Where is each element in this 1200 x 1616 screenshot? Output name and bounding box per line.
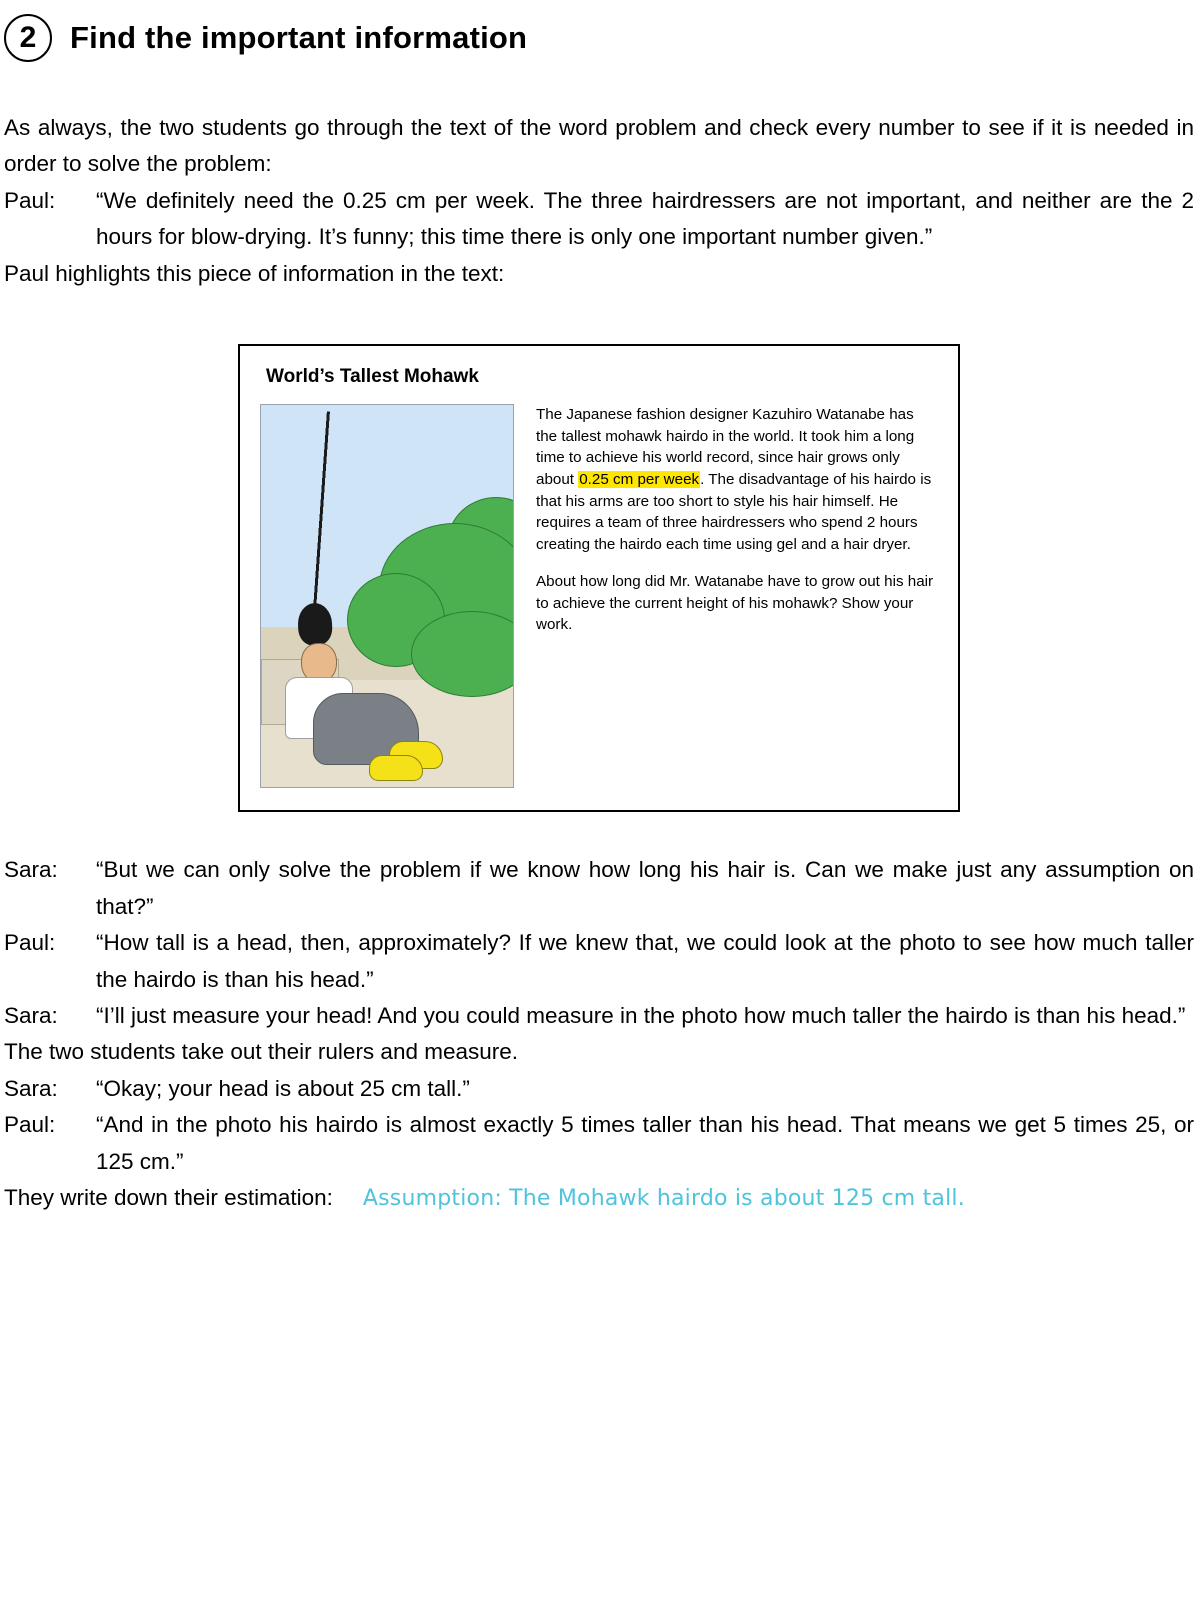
speaker-label: Paul: (4, 930, 56, 956)
speech-text: “Okay; your head is about 25 cm tall.” (96, 1075, 470, 1101)
intro-paragraph: As always, the two students go through the text of the word problem and check every number to see if it is needed in order to solve the problem: (4, 115, 1194, 177)
speaker-label: Paul: (4, 187, 56, 213)
dialog-line-paul-2 (4, 925, 1194, 998)
worksheet-p1-before: The Japanese fashion designer Kazuhiro Watanabe has the tallest mohawk hairdo in the world. It took him a long time to achieve his world record, since hair grows only about (536, 406, 915, 488)
page-title: Find the important information (70, 20, 528, 55)
worksheet-paragraph-2: About how long did Mr. Watanabe have to grow out his hair to achieve the current height of his mohawk? Show your work. (536, 573, 934, 634)
worksheet-title: World’s Tallest Mohawk (266, 366, 479, 388)
assumption-row (4, 1180, 1194, 1217)
highlighted-number: 0.25 cm per week (579, 470, 700, 488)
worksheet-figure (238, 344, 960, 812)
speaker-label: Sara: (4, 1075, 58, 1101)
worksheet-paragraph-1 (536, 404, 938, 555)
step-number-badge: 2 (4, 14, 52, 62)
assumption-handwritten-note: Assumption: The Mohawk hairdo is about 125 cm tall. (362, 1186, 965, 1212)
dialog-line-paul-1 (4, 183, 1194, 256)
speech-text: “And in the photo his hairdo is almost exactly 5 times taller than his head. That means we get 5 times 25, or 125 cm.” (96, 1112, 1194, 1174)
speech-text: “But we can only solve the problem if we know how long his hair is. Can we make just any assumption on that?” (96, 857, 1194, 919)
worksheet-p1-after: . The disadvantage of his hairdo is that his arms are too short to style his hair himself. He requires a team of three hairdressers who spend 2 hours creating the hairdo each time using gel and a hair dryer. (536, 470, 932, 553)
mohawk-photo (260, 404, 514, 788)
narration-rulers: The two students take out their rulers and measure. (4, 1039, 519, 1065)
page-header (0, 0, 1200, 66)
dialog-line-sara-3 (4, 1071, 1194, 1107)
dialog-line-sara-1 (4, 852, 1194, 925)
speech-text: “We definitely need the 0.25 cm per week. The three hairdressers are not important, and neither are the 2 hours for blow-drying. It’s funny; this time there is only one important number given.” (96, 187, 1194, 250)
worksheet-text (536, 404, 938, 788)
header-spacer (4, 66, 1194, 110)
highlight-narration: Paul highlights this piece of information in the text: (4, 260, 505, 286)
person-shoe (369, 755, 423, 781)
dialog-line-paul-3 (4, 1107, 1194, 1180)
speaker-label: Paul: (4, 1112, 56, 1138)
speech-text: “I’ll just measure your head! And you could measure in the photo how much taller the hairdo is than his head.” (96, 1002, 1186, 1028)
speaker-label: Sara: (4, 857, 58, 883)
assumption-lead-in: They write down their estimation: (4, 1185, 333, 1211)
speaker-label: Sara: (4, 1002, 58, 1028)
speech-text: “How tall is a head, then, approximately? If we knew that, we could look at the photo to see how much taller the hairdo is than his head.” (96, 930, 1194, 992)
worksheet-body (260, 404, 938, 788)
page-content (0, 66, 1200, 1217)
worksheet-figure-wrap (4, 344, 1194, 812)
dialog-line-sara-2 (4, 998, 1194, 1034)
